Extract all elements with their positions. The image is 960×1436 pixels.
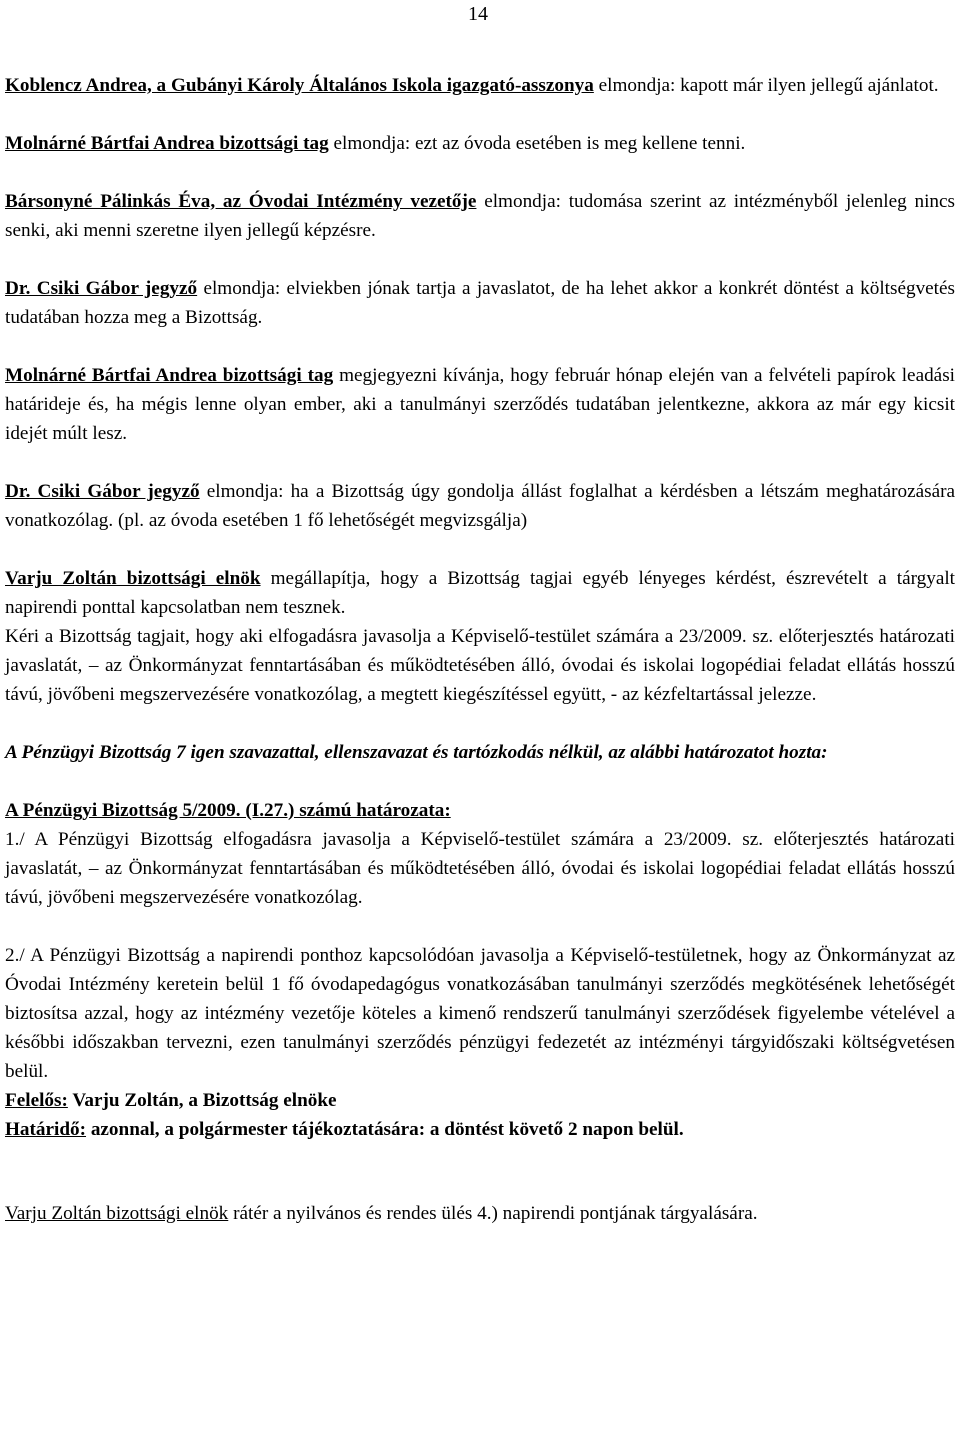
paragraph-barsonyne [5, 187, 955, 245]
speaker-name: Molnárné Bártfai Andrea bizottsági tag [5, 133, 329, 154]
paragraph-varju-1 [5, 564, 955, 622]
paragraph-text: elmondja: ha a Bizottság úgy gondolja állást foglalhat a kérdésben a létszám meghatározására vonatkozólag. (pl. az óvoda esetében 1 fő lehetőségét megvizsgálja) [5, 481, 955, 531]
speaker-name: Dr. Csiki Gábor jegyző [5, 481, 200, 502]
page-number: 14 [468, 3, 488, 25]
resolution-title: A Pénzügyi Bizottság 5/2009. (I.27.) számú határozata: [5, 800, 451, 821]
paragraph-koblencz [5, 71, 955, 100]
paragraph-molnarne-1 [5, 129, 955, 158]
speaker-name: Molnárné Bártfai Andrea bizottsági tag [5, 365, 334, 386]
paragraph-text: elmondja: kapott már ilyen jellegű ajánlatot. [593, 75, 939, 96]
document-body [5, 71, 955, 1228]
speaker-name: Bársonyné Pálinkás Éva, az Óvodai Intézmény vezetője [5, 191, 477, 212]
paragraph-text: elmondja: tudomása szerint az intézményből jelenleg nincs senki, aki menni szeretne ilyen jellegű képzésre. [5, 191, 955, 241]
speaker-name: Varju Zoltán bizottsági elnök [5, 568, 261, 589]
paragraph-csiki-1 [5, 274, 955, 332]
paragraph-vote-request: Kéri a Bizottság tagjait, hogy aki elfogadásra javasolja a Képviselő-testület számára a 23/2009. sz. előterjesztés határozati javaslatát, – az Önkormányzat fenntartásában és működtetésében álló, óvodai és iskolai logopédiai feladat ellátás hosszú távú, jövőbeni megszervezésére vonatkozólag, a megtett kiegészítéssel együtt, - az kézfeltartással jelezze. [5, 626, 955, 705]
paragraph-varju-2 [5, 1199, 955, 1228]
deadline-value: azonnal, a polgármester tájékoztatására: a döntést követő 2 napon belül. [86, 1119, 684, 1140]
resolution-point-2: 2./ A Pénzügyi Bizottság a napirendi ponthoz kapcsolódóan javasolja a Képviselő-testületnek, hogy az Önkormányzat az Óvodai Intézmény keretein belül 1 fő óvodapedagógus vonatkozásában tanulmányi szerződés megkötésének lehetőségét biztosítsa azzal, hogy az intézmény vezetője köteles a kimenő rendszerű tanulmányi szerződések figyelembe vételével a későbbi időszakban tervezni, ezen tanulmányi szerződés pénzügyi fedezetét az intézményi tárgyidőszaki költségvetésen belül. [5, 945, 955, 1082]
speaker-name: Varju Zoltán bizottsági elnök [5, 1203, 229, 1224]
paragraph-text: megjegyezni kívánja, hogy február hónap elején van a felvételi papírok leadási határideje és, ha mégis lenne olyan ember, aki a tanulmányi szerződés tudatában jelentkezne, akkora az már egy kicsit idejét múlt lesz. [5, 365, 955, 444]
paragraph-text: rátér a nyilvános és rendes ülés 4.) napirendi pontjának tárgyalására. [228, 1203, 758, 1224]
deadline-label: Határidő: [5, 1119, 87, 1140]
responsible-line [5, 1086, 955, 1115]
paragraph-csiki-2 [5, 477, 955, 535]
paragraph-text: elmondja: ezt az óvoda esetében is meg kellene tenni. [328, 133, 746, 154]
speaker-name: Koblencz Andrea, a Gubányi Károly Általános Iskola igazgató-asszonya [5, 75, 594, 96]
paragraph-text: megállapítja, hogy a Bizottság tagjai egyéb lényeges kérdést, észrevételt a tárgyalt napirendi ponttal kapcsolatban nem tesznek. [5, 568, 955, 618]
responsible-value: Varju Zoltán, a Bizottság elnöke [67, 1090, 337, 1111]
paragraph-molnarne-2 [5, 361, 955, 448]
deadline-line [5, 1115, 955, 1144]
vote-result: A Pénzügyi Bizottság 7 igen szavazattal, ellenszavazat és tartózkodás nélkül, az alábbi határozatot hozta: [5, 742, 828, 763]
speaker-name: Dr. Csiki Gábor jegyző [5, 278, 198, 299]
paragraph-text: elmondja: elviekben jónak tartja a javaslatot, de ha lehet akkor a konkrét döntést a költségvetés tudatában hozza meg a Bizottság. [5, 278, 955, 328]
responsible-label: Felelős: [5, 1090, 68, 1111]
resolution-point-1: 1./ A Pénzügyi Bizottság elfogadásra javasolja a Képviselő-testület számára a 23/2009. sz. előterjesztés határozati javaslatát, – az Önkormányzat fenntartásában és működtetésében álló, óvodai és iskolai logopédiai feladat ellátás hosszú távú, jövőbeni megszervezésére vonatkozólag. [5, 829, 955, 908]
